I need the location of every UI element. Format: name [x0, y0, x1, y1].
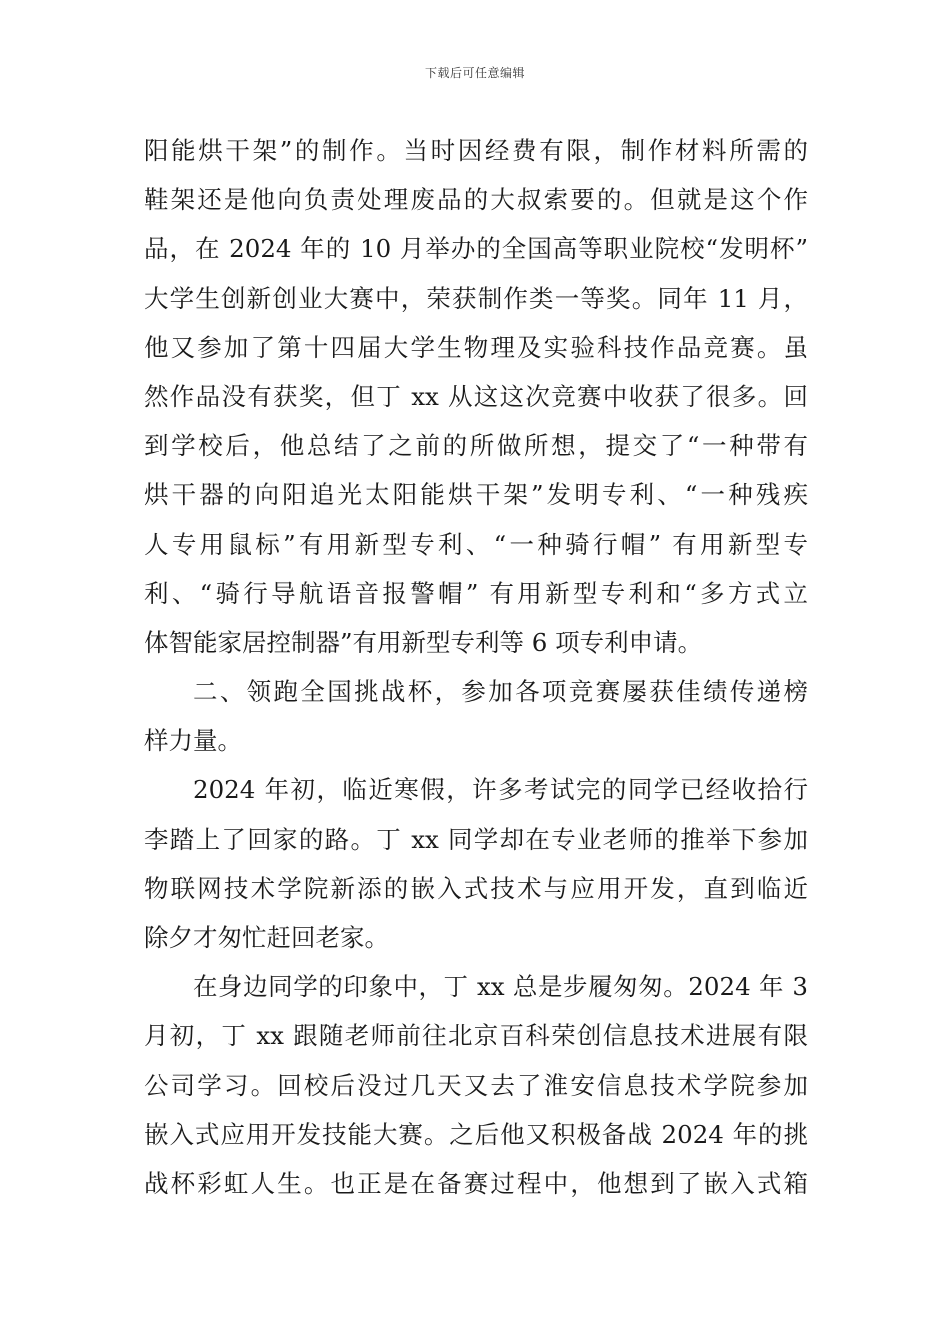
text-line: 人专用鼠标”有用新型专利、“一种骑行帽” 有用新型专 [144, 529, 808, 559]
text-line: 李踏上了回家的路。丁 xx 同学却在专业老师的推举下参加 [144, 824, 808, 854]
text-line: 阳能烘干架”的制作。当时因经费有限，制作材料所需的 [144, 136, 808, 165]
text-line: 除夕才匆忙赶回老家。 [144, 923, 389, 952]
text-line: 利、“骑行导航语音报警帽” 有用新型专利和“多方式立 [144, 578, 808, 608]
text-line: 然作品没有获奖，但丁 xx 从这这次竞赛中收获了很多。回 [144, 381, 808, 411]
text-line: 嵌入式应用开发技能大赛。之后他又积极备战 2024 年的挑 [144, 1119, 808, 1149]
text-line: 烘干器的向阳追光太阳能烘干架”发明专利、“一种残疾 [144, 480, 808, 510]
text-line: 品，在 2024 年的 10 月举办的全国高等职业院校“发明杯” [144, 234, 808, 264]
body-text [144, 126, 808, 1208]
text-line: 物联网技术学院新添的嵌入式技术与应用开发，直到临近 [144, 873, 808, 903]
text-line: 在身边同学的印象中，丁 xx 总是步履匆匆。2024 年 3 [193, 972, 808, 1002]
text-line: 公司学习。回校后没过几天又去了淮安信息技术学院参加 [144, 1070, 808, 1100]
page-header-note: 下载后可任意编辑 [424, 66, 525, 80]
text-line: 月初，丁 xx 跟随老师前往北京百科荣创信息技术进展有限 [144, 1021, 808, 1051]
text-line: 他又参加了第十四届大学生物理及实验科技作品竞赛。虽 [144, 332, 808, 362]
text-line: 鞋架还是他向负责处理废品的大叔索要的。但就是这个作 [144, 185, 808, 215]
section-heading: 二、领跑全国挑战杯，参加各项竞赛屡获佳绩传递榜 [193, 677, 808, 707]
section-heading-continued: 样力量。 [144, 726, 242, 756]
text-line: 2024 年初，临近寒假，许多考试完的同学已经收拾行 [193, 775, 808, 805]
text-line: 体智能家居控制器”有用新型专利等 6 项专利申请。 [144, 627, 703, 657]
text-line: 战杯彩虹人生。也正是在备赛过程中，他想到了嵌入式箱 [144, 1168, 808, 1198]
text-line: 到学校后，他总结了之前的所做所想，提交了“一种带有 [144, 431, 808, 461]
text-line: 大学生创新创业大赛中，荣获制作类一等奖。同年 11 月， [144, 283, 808, 313]
